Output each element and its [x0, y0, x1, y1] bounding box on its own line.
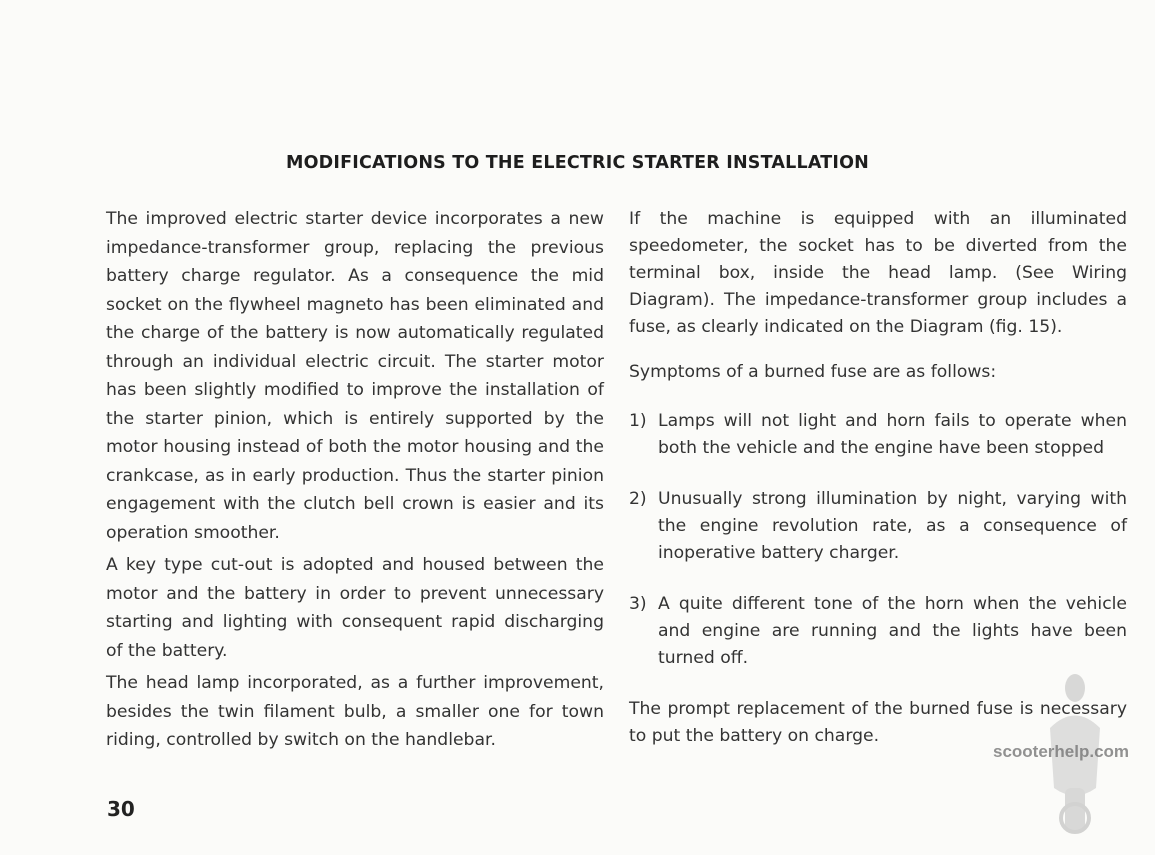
- list-item-text: A quite different tone of the horn when the vehicle and engine are running and the lights have been turned off.: [658, 594, 1127, 668]
- list-item-number: 3): [629, 594, 647, 614]
- list-item: [629, 408, 1127, 462]
- symptoms-intro: Symptoms of a burned fuse are as follows:: [629, 362, 997, 382]
- left-column: [106, 205, 604, 755]
- page-number: 30: [107, 797, 135, 821]
- paragraph-key-cutout: A key type cut-out is adopted and housed between the motor and the battery in order to prevent unnecessary starting and lighting with consequent rapid discharging of the battery.: [106, 555, 604, 661]
- list-item: [629, 591, 1127, 672]
- paragraph-head-lamp: The head lamp incorporated, as a further improvement, besides the twin filament bulb, a smaller one for town riding, controlled by switch on the handlebar.: [106, 673, 604, 750]
- list-item-text: Lamps will not light and horn fails to operate when both the vehicle and the engine have been stopped: [658, 411, 1127, 458]
- page-title: MODIFICATIONS TO THE ELECTRIC STARTER INSTALLATION: [285, 153, 869, 173]
- list-item-number: 1): [629, 411, 647, 431]
- symptoms-list: [629, 408, 1127, 672]
- paragraph-speedometer: If the machine is equipped with an illuminated speedometer, the socket has to be diverted from the terminal box, inside the head lamp. (See Wiring Diagram). The impedance-transformer group includes a fuse, as clearly indicated on the Diagram (fig. 15).: [629, 209, 1127, 337]
- list-item-text: Unusually strong illumination by night, varying with the engine revolution rate, as a consequence of inoperative battery charger.: [658, 489, 1127, 563]
- paragraph-fuse-replacement: The prompt replacement of the burned fuse is necessary to put the battery on charge.: [629, 699, 1127, 746]
- watermark-logo: scooterhelp.com: [993, 742, 1130, 761]
- list-item: [629, 486, 1127, 567]
- paragraph-starter-device: The improved electric starter device incorporates a new impedance-transformer group, replacing the previous battery charge regulator. As a consequence the mid socket on the flywheel magneto has been eliminated and the charge of the battery is now automatically regulated through an individual electric circuit. The starter motor has been slightly modified to improve the installation of the starter pinion, which is entirely supported by the motor housing instead of both the motor housing and the crankcase, as in early production. Thus the starter pinion engagement with the clutch bell crown is easier and its operation smoother.: [106, 209, 604, 543]
- list-item-number: 2): [629, 489, 647, 509]
